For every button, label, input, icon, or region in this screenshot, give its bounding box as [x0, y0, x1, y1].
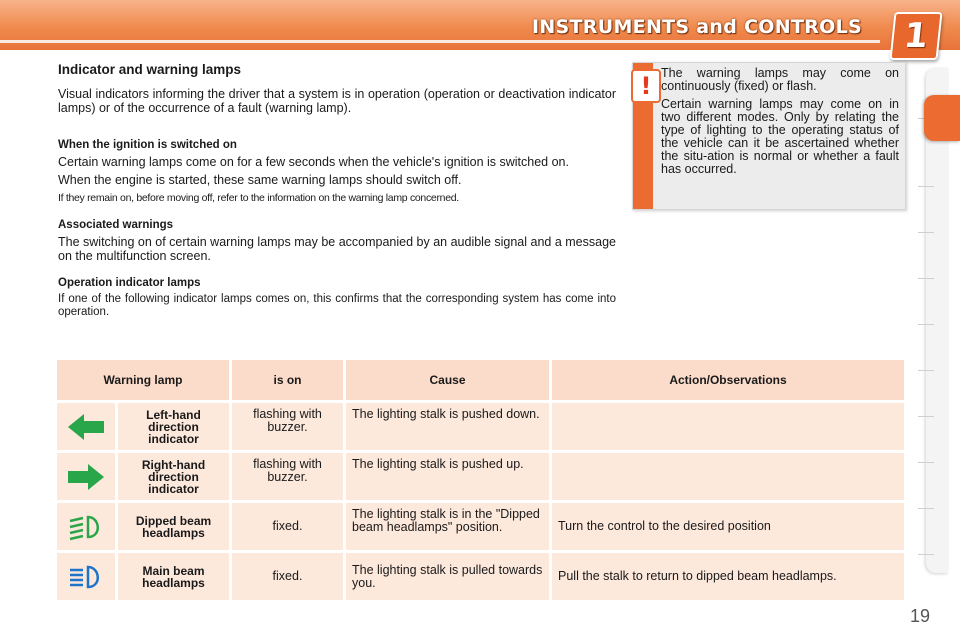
table-row	[57, 503, 904, 550]
tab-divider	[918, 278, 934, 279]
lamp-state: flashing with buzzer.	[232, 403, 343, 450]
lamp-icon-cell	[57, 553, 115, 600]
lamp-cause: The lighting stalk is pushed down.	[346, 403, 549, 450]
lamp-state: fixed.	[232, 553, 343, 600]
column-header: Cause	[346, 360, 549, 400]
associated-heading: Associated warnings	[58, 219, 174, 231]
main-beam-icon	[66, 562, 106, 592]
dipped-beam-icon	[66, 512, 106, 542]
page-number: 19	[909, 606, 930, 626]
lamp-action	[552, 403, 904, 450]
lamp-state: flashing with buzzer.	[232, 453, 343, 500]
header-divider	[0, 40, 880, 43]
tab-divider	[918, 462, 934, 463]
left-arrow-icon	[66, 412, 106, 442]
lamp-action: Pull the stalk to return to dipped beam headlamps.	[552, 553, 904, 600]
lamp-icon-cell	[57, 403, 115, 450]
chapter-number-badge: 1	[889, 12, 942, 60]
table-row	[57, 453, 904, 500]
tab-divider	[918, 232, 934, 233]
lamp-name: Main beam headlamps	[118, 553, 229, 600]
lamp-action: Turn the control to the desired position	[552, 503, 904, 550]
intro-paragraph: Visual indicators informing the driver that a system is in operation (operation or deactivation indicator lamps) or of the occurrence of a fault (warning lamp).	[58, 87, 616, 115]
warning-note-paragraph-2: Certain warning lamps may come on in two different modes. Only by relating the type of lighting to the operating status of the vehicle can it be ascertained whether the situ-ation is normal or whether a fault has occurred.	[661, 97, 899, 176]
lamp-action	[552, 453, 904, 500]
column-header: is on	[232, 360, 343, 400]
right-arrow-icon	[66, 462, 106, 492]
tab-divider	[918, 186, 934, 187]
side-tab-strip	[926, 68, 948, 573]
section-title: INSTRUMENTS and CONTROLS	[531, 16, 862, 38]
ignition-paragraph-3: If they remain on, before moving off, refer to the information on the warning lamp concerned.	[58, 192, 459, 204]
exclamation-icon: !	[631, 69, 661, 103]
lamp-name: Left-hand direction indicator	[118, 403, 229, 450]
table-row	[57, 403, 904, 450]
header-band	[0, 0, 960, 56]
main-text	[58, 62, 616, 319]
column-header: Action/Observations	[552, 360, 904, 400]
operation-heading: Operation indicator lamps	[58, 277, 201, 289]
chapter-tab-active[interactable]	[924, 95, 960, 141]
lamp-icon-cell	[57, 503, 115, 550]
operation-paragraph: If one of the following indicator lamps comes on, this confirms that the corresponding system has come into operation.	[58, 293, 616, 318]
lamp-cause: The lighting stalk is pulled towards you.	[346, 553, 549, 600]
lamp-state: fixed.	[232, 503, 343, 550]
page-heading: Indicator and warning lamps	[58, 62, 242, 77]
warning-note-box	[632, 62, 906, 210]
warning-note-text	[661, 67, 899, 181]
associated-paragraph: The switching on of certain warning lamps may be accompanied by an audible signal and a message on the multifunction screen.	[58, 235, 616, 263]
tab-divider	[918, 554, 934, 555]
warning-lamp-table	[57, 360, 904, 603]
table-header-row	[57, 360, 904, 400]
lamp-cause: The lighting stalk is pushed up.	[346, 453, 549, 500]
ignition-paragraph-1: Certain warning lamps come on for a few seconds when the vehicle's ignition is switched on.	[58, 155, 569, 169]
tab-divider	[918, 370, 934, 371]
lamp-icon-cell	[57, 453, 115, 500]
ignition-paragraph-2: When the engine is started, these same warning lamps should switch off.	[58, 173, 462, 187]
lamp-name: Dipped beam headlamps	[118, 503, 229, 550]
tab-divider	[918, 324, 934, 325]
table-row	[57, 553, 904, 600]
column-header: Warning lamp	[57, 360, 229, 400]
lamp-name: Right-hand direction indicator	[118, 453, 229, 500]
warning-note-paragraph-1: The warning lamps may come on continuously (fixed) or flash.	[661, 66, 899, 93]
tab-divider	[918, 416, 934, 417]
ignition-heading: When the ignition is switched on	[58, 139, 237, 151]
tab-divider	[918, 508, 934, 509]
lamp-cause: The lighting stalk is in the "Dipped beam headlamps" position.	[346, 503, 549, 550]
